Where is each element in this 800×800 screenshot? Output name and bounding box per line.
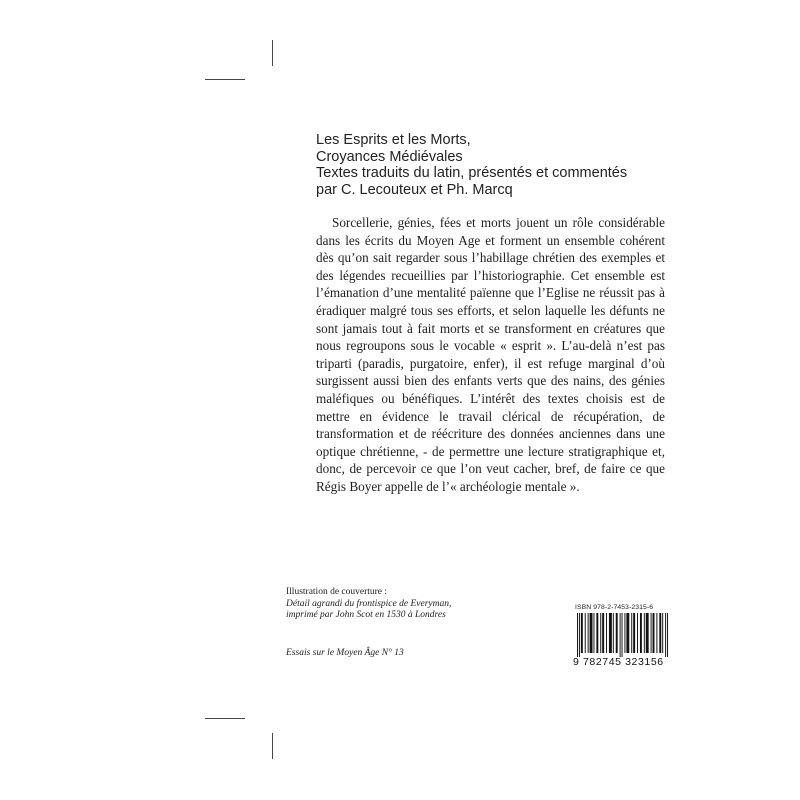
crop-mark-top <box>272 40 273 66</box>
crop-mark-top-left <box>205 79 245 80</box>
barcode-digits: 9 782745 323156 <box>573 656 664 668</box>
book-description-line: Textes traduits du latin, présentés et commentés <box>316 165 628 181</box>
book-title: Les Esprits et les Morts, <box>316 132 471 148</box>
cover-illustration-caption <box>286 587 526 622</box>
series-name: Essais sur le Moyen Âge N° 13 <box>286 648 404 658</box>
barcode-icon <box>577 613 669 657</box>
book-subtitle: Croyances Médiévales <box>316 148 463 165</box>
caption-heading: Illustration de couverture : <box>286 587 388 597</box>
crop-mark-bottom <box>272 733 273 759</box>
caption-printer: imprimé par John Scot en 1530 à Londres <box>286 610 446 620</box>
book-authors: par C. Lecouteux et Ph. Marcq <box>316 181 513 198</box>
title-block <box>316 132 636 198</box>
isbn-label: ISBN 978-2-7453-2315-6 <box>575 604 654 611</box>
caption-detail: Détail agrandi du frontispice de Everyman, <box>286 598 452 609</box>
crop-mark-bottom-left <box>205 718 245 719</box>
back-cover-text: Sorcellerie, génies, fées et morts jouent un rôle considérable dans les écrits du Moyen Age et forment un ensemble cohérent dès qu’on sait regarder sous l’habillage chrétien des exemples et des légendes recueillies par l’historiographie. Cet ensemble est l’émanation d’une mentalité païenne que l’Eglise ne réussit pas à éradiquer malgré tous ses efforts, et selon laquelle les défunts ne sont jamais tout à fait morts et se transforment en créatures que nous regroupons sous le vocable « esprit ». L’au-delà n’est pas triparti (paradis, purgatoire, enfer), il est refuge marginal d’où surgissent aussi bien des enfants verts que des nains, des génies maléfiques ou bénéfiques. L’intérêt des textes choisis est de mettre en évidence le travail clérical de récupération, de transformation et de réécriture des données anciennes dans une optique chrétienne, - de permettre une lecture stratigraphique et, donc, de percevoir ce que l’on veut cacher, bref, de faire ce que Régis Boyer appelle de l’« archéologie mentale ». <box>316 215 665 494</box>
